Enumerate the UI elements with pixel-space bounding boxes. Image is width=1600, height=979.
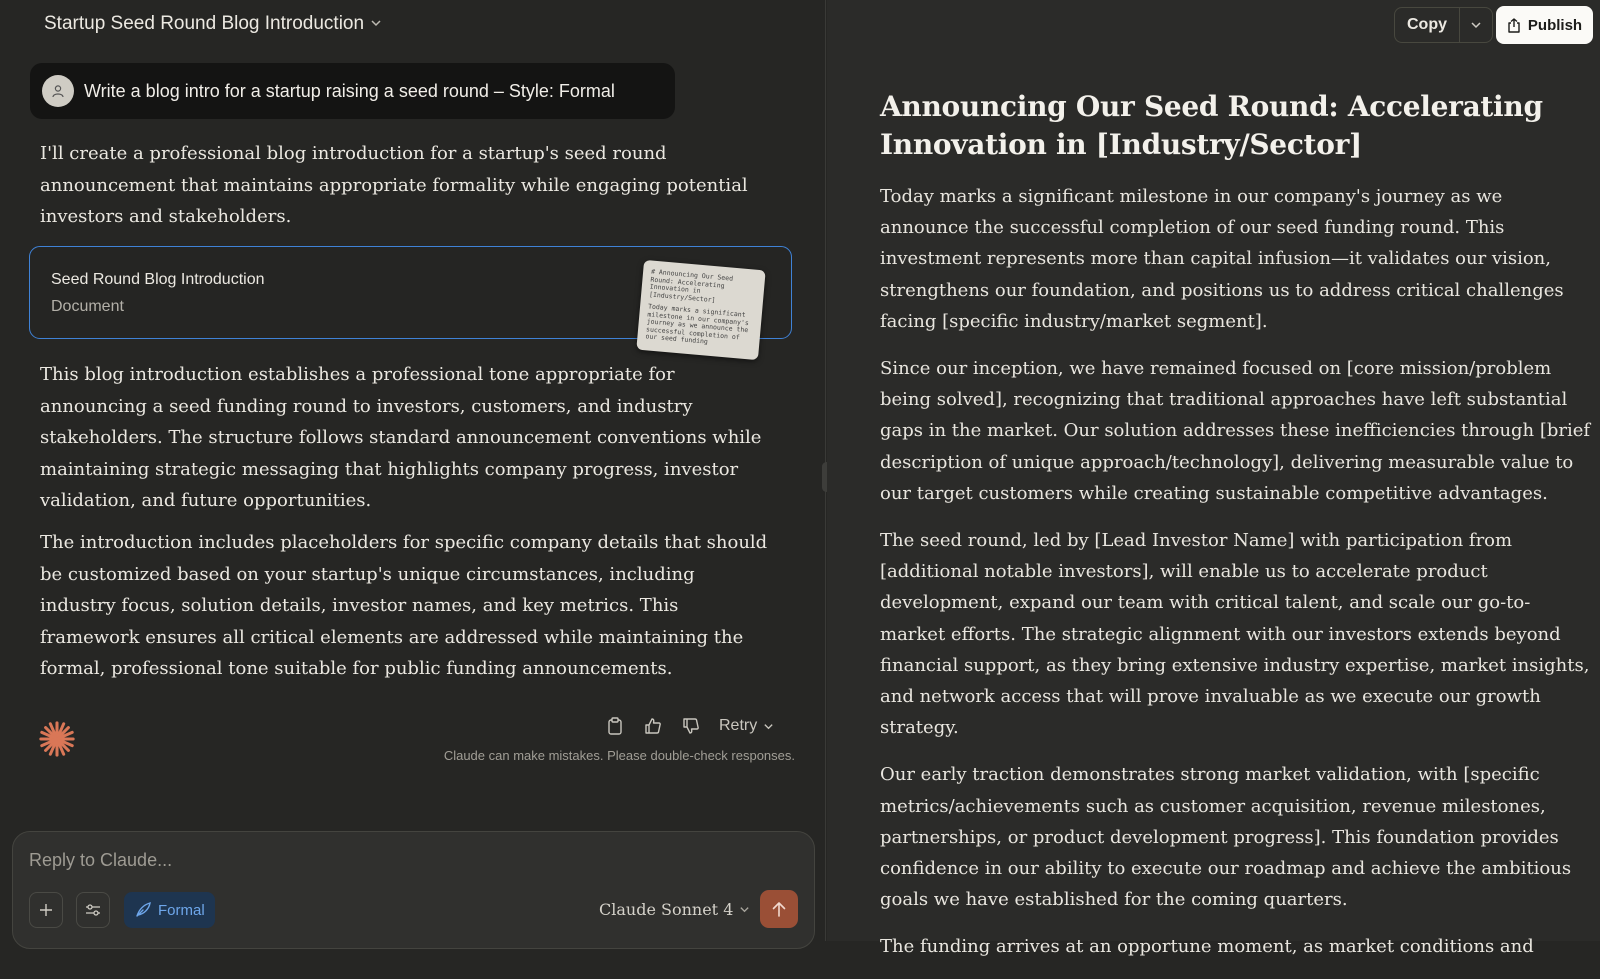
reply-input[interactable] bbox=[29, 846, 789, 874]
thumbnail-heading: # Announcing Our Seed Round: Accelerating Innovation in [Industry/Sector] bbox=[648, 267, 734, 304]
send-button[interactable] bbox=[760, 890, 798, 928]
artifact-type: Document bbox=[51, 298, 124, 315]
artifact-card[interactable] bbox=[29, 246, 792, 346]
user-message-text: Write a blog intro for a startup raising a seed round – Style: Formal bbox=[84, 80, 615, 101]
chevron-down-icon bbox=[370, 17, 382, 32]
assistant-intro-text: I'll create a professional blog introduction for a startup's seed round announcement that maintains appropriate formality while engaging potential investors and stakeholders. bbox=[40, 143, 748, 227]
artifact-document bbox=[880, 88, 1595, 979]
document-paragraph: The seed round, led by [Lead Investor Name] with participation from [additional notable investors], will enable us to accelerate product development, expand our team with critical talent, and scale our go-to-market efforts. The strategic alignment with our investors extends beyond financial support, as they bring extensive industry expertise, market insights, and network access that will prove invaluable as we execute our growth strategy. bbox=[880, 530, 1590, 739]
chevron-down-icon bbox=[763, 721, 774, 732]
disclaimer-text: Claude can make mistakes. Please double-check responses. bbox=[443, 748, 795, 763]
conversation-title-menu[interactable] bbox=[44, 13, 382, 35]
thumbs-up-icon[interactable] bbox=[643, 716, 663, 736]
arrow-up-icon bbox=[772, 901, 786, 917]
style-formal-button[interactable] bbox=[124, 892, 215, 928]
copy-clipboard-icon[interactable] bbox=[605, 716, 625, 736]
composer bbox=[12, 831, 815, 949]
style-label: Formal bbox=[158, 901, 205, 919]
chat-pane bbox=[0, 0, 826, 941]
add-attachment-button[interactable] bbox=[29, 892, 63, 928]
model-label: Claude Sonnet 4 bbox=[599, 900, 734, 919]
document-title: Announcing Our Seed Round: Accelerating Innovation in [Industry/Sector] bbox=[880, 90, 1543, 161]
retry-label: Retry bbox=[719, 717, 758, 734]
share-upload-icon bbox=[1507, 18, 1521, 33]
thumbs-down-icon[interactable] bbox=[681, 716, 701, 736]
document-paragraph: Our early traction demonstrates strong market validation, with [specific metrics/achievements such as customer acquisition, revenue milestones, partnerships, or product development progress]. This foundation provides confidence in our ability to execute our roadmap and achieve the ambitious goals we have established for the coming quarters. bbox=[880, 764, 1572, 911]
tools-button[interactable] bbox=[76, 892, 110, 928]
user-message bbox=[30, 63, 675, 119]
conversation-title: Startup Seed Round Blog Introduction bbox=[44, 13, 365, 34]
chevron-down-icon bbox=[739, 904, 750, 915]
message-actions bbox=[605, 716, 774, 736]
sliders-icon bbox=[85, 903, 101, 917]
plus-icon bbox=[39, 903, 53, 917]
copy-options-button[interactable] bbox=[1460, 8, 1492, 42]
artifact-title: Seed Round Blog Introduction bbox=[51, 271, 265, 288]
model-selector[interactable] bbox=[599, 900, 750, 919]
publish-label: Publish bbox=[1527, 16, 1583, 34]
document-paragraph: The funding arrives at an opportune moment, as market conditions and bbox=[880, 936, 1534, 958]
retry-button[interactable] bbox=[719, 717, 774, 735]
publish-button[interactable] bbox=[1496, 6, 1593, 44]
claude-spark-icon bbox=[38, 720, 76, 758]
document-paragraph: Today marks a significant milestone in our company's journey as we announce the successful completion of our seed funding round. This investment represents more than capital infusion—it validates our vision, strengthens our foundation, and positions us to address critical challenges facing [specific industry/market segment]. bbox=[880, 186, 1564, 332]
copy-button-group bbox=[1394, 7, 1493, 43]
copy-button[interactable]: Copy bbox=[1395, 8, 1460, 42]
assistant-paragraph: This blog introduction establishes a professional tone appropriate for announcing a seed funding round to investors, customers, and industry stakeholders. The structure follows standard announcement conventions while maintaining strategic messaging that highlights company progress, investor validation, and future opportunities. bbox=[40, 364, 762, 511]
chevron-down-icon bbox=[1470, 19, 1482, 31]
user-avatar-icon bbox=[42, 75, 74, 107]
document-paragraph: Since our inception, we have remained focused on [core mission/problem being solved], recognizing that traditional approaches have left substantial gaps in the market. Our solution addresses these inefficiencies through [brief description of unique approach/technology], delivering measurable value to our target customers while creating sustainable competitive advantages. bbox=[880, 358, 1591, 504]
artifact-thumbnail bbox=[636, 260, 765, 360]
assistant-paragraph: The introduction includes placeholders for specific company details that should be customized based on your startup's unique circumstances, including industry focus, solution details, investor names, and key metrics. This framework ensures all critical elements are addressed while maintaining the formal, professional tone suitable for public funding announcements. bbox=[40, 532, 768, 679]
thumbnail-body: Today marks a significant milestone in our company's journey as we announce the successful completion of our seed funding bbox=[645, 302, 750, 346]
feather-pen-icon bbox=[134, 901, 152, 919]
